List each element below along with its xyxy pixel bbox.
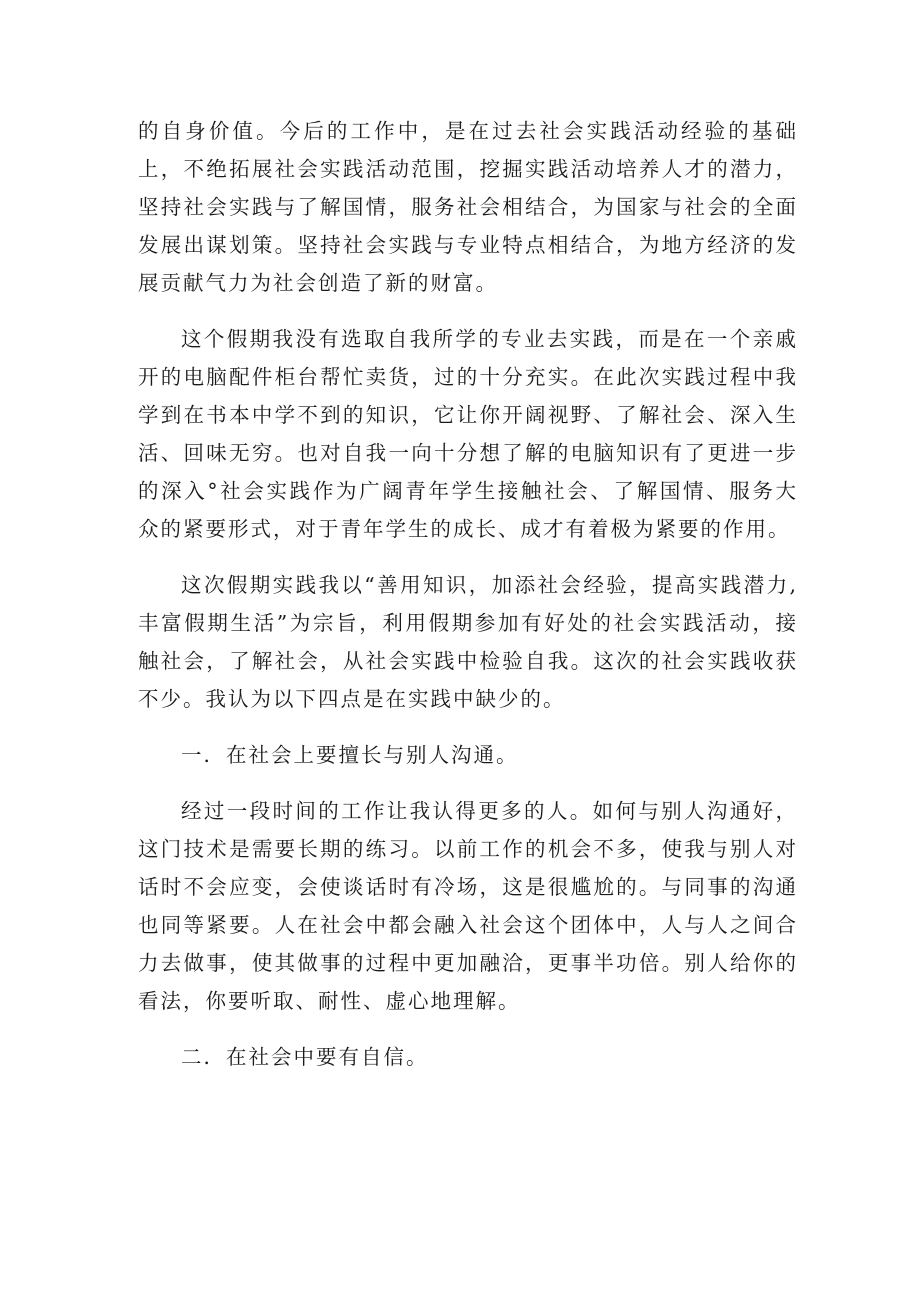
- paragraph-3: 这次假期实践我以“善用知识，加添社会经验，提高实践潜力,丰富假期生活”为宗旨，利用假期参加有好处的社会实践活动，接触社会，了解社会，从社会实践中检验自我。这次的社会实践收获不少。我认为以下四点是在实践中缺少的。: [138, 573, 798, 711]
- section-heading-2: 二．在社会中要有自信。: [181, 1045, 429, 1069]
- paragraph-1: 的自身价值。今后的工作中，是在过去社会实践活动经验的基础上，不绝拓展社会实践活动范围，挖掘实践活动培养人才的潜力，坚持社会实践与了解国情，服务社会相结合，为国家与社会的全面发展出谋划策。坚持社会实践与专业特点相结合，为地方经济的发展贡献气力为社会创造了新的财富。: [138, 119, 798, 295]
- paragraph-2: 这个假期我没有选取自我所学的专业去实践，而是在一个亲戚开的电脑配件柜台帮忙卖货，过的十分充实。在此次实践过程中我学到在书本中学不到的知识，它让你开阔视野、了解社会、深入生活、回味无穷。也对自我一向十分想了解的电脑知识有了更进一步的深入°社会实践作为广阔青年学生接触社会、了解国情、服务大众的紧要形式，对于青年学生的成长、成才有着极为紧要的作用。: [138, 327, 798, 541]
- paragraph-4: 经过一段时间的工作让我认得更多的人。如何与别人沟通好，这门技术是需要长期的练习。以前工作的机会不多，使我与别人对话时不会应变，会使谈话时有冷场，这是很尴尬的。与同事的沟通也同等紧要。人在社会中都会融入社会这个团体中，人与人之间合力去做事，使其做事的过程中更加融洽，更事半功倍。别人给你的看法，你要听取、耐性、虚心地理解。: [138, 799, 798, 1013]
- section-heading-1: 一．在社会上要擅长与别人沟通。: [181, 743, 519, 767]
- document-body: [138, 112, 798, 1094]
